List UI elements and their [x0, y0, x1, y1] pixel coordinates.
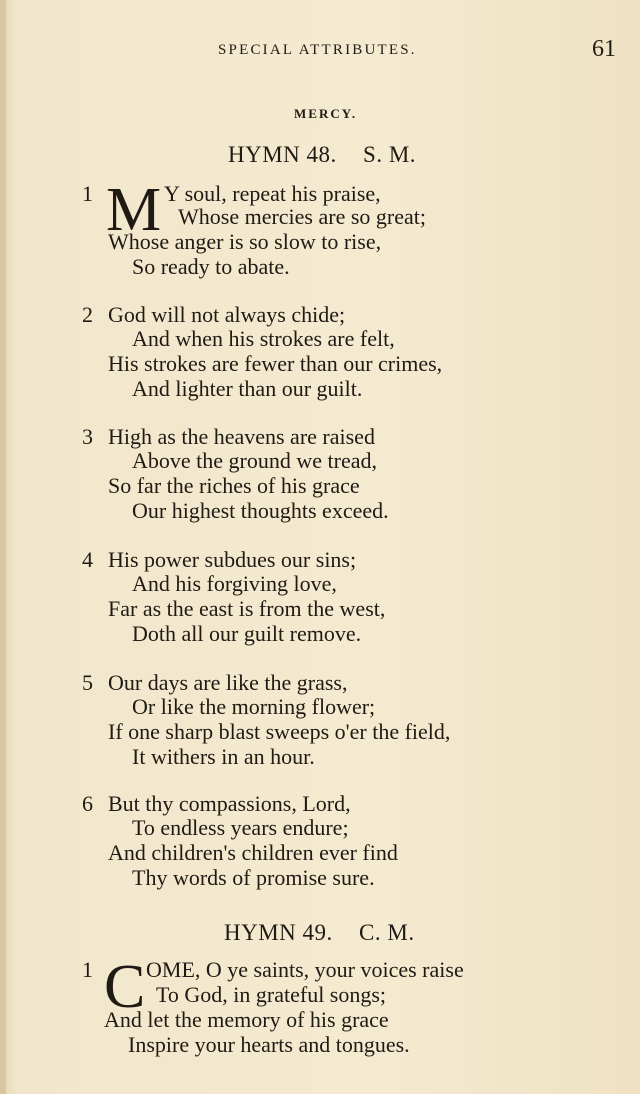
verse-line: Doth all our guilt remove. — [132, 621, 362, 646]
running-head: SPECIAL ATTRIBUTES. — [218, 42, 417, 58]
hymn-49-meter: C. M. — [359, 920, 415, 945]
hymn-49-title — [224, 920, 415, 946]
page-number: 61 — [592, 36, 616, 62]
verse-line: To God, in grateful songs; — [156, 982, 387, 1007]
verse-line: Whose anger is so slow to rise, — [108, 229, 382, 254]
stanza-number: 1 — [82, 181, 93, 206]
verse-line: God will not always chide; — [108, 302, 346, 327]
verse-line: But thy compassions, Lord, — [108, 791, 351, 816]
verse-line: High as the heavens are raised — [108, 424, 375, 449]
verse-line: Whose mercies are so great; — [178, 204, 426, 229]
drop-cap: C — [104, 953, 146, 1021]
hymn-48-title — [228, 142, 416, 168]
verse-line: Our days are like the grass, — [108, 670, 348, 695]
stanza-number: 3 — [82, 424, 93, 449]
verse-line: So far the riches of his grace — [108, 473, 360, 498]
verse-line: His power subdues our sins; — [108, 547, 357, 572]
verse-line: OME, O ye saints, your voices raise — [146, 957, 464, 982]
verse-line: And lighter than our guilt. — [132, 376, 363, 401]
stanza-number: 6 — [82, 791, 93, 816]
verse-line: Above the ground we tread, — [132, 448, 377, 473]
hymn-49-number: HYMN 49. — [224, 920, 333, 945]
stanza-number: 4 — [82, 547, 93, 572]
verse-line: To endless years endure; — [132, 815, 349, 840]
verse-line: It withers in an hour. — [132, 744, 315, 769]
section-title: MERCY. — [294, 106, 358, 121]
verse-line: Y soul, repeat his praise, — [164, 181, 381, 206]
hymn-48-meter: S. M. — [363, 142, 417, 167]
verse-line: And let the memory of his grace — [104, 1007, 389, 1032]
verse-line: Or like the morning flower; — [132, 694, 376, 719]
stanza-number: 1 — [82, 957, 93, 982]
verse-line: If one sharp blast sweeps o'er the field, — [108, 719, 451, 744]
verse-line: Our highest thoughts exceed. — [132, 498, 389, 523]
hymn-48-number: HYMN 48. — [228, 142, 337, 167]
stanza-number: 2 — [82, 302, 93, 327]
verse-line: So ready to abate. — [132, 254, 290, 279]
verse-line: And when his strokes are felt, — [132, 326, 395, 351]
verse-line: Far as the east is from the west, — [108, 596, 386, 621]
page-gutter — [0, 0, 6, 1094]
verse-line: Thy words of promise sure. — [132, 865, 375, 890]
verse-line: And children's children ever find — [108, 840, 398, 865]
drop-cap: M — [106, 176, 162, 244]
stanza-number: 5 — [82, 670, 93, 695]
verse-line: His strokes are fewer than our crimes, — [108, 351, 443, 376]
verse-line: And his forgiving love, — [132, 571, 337, 596]
verse-line: Inspire your hearts and tongues. — [128, 1032, 410, 1057]
